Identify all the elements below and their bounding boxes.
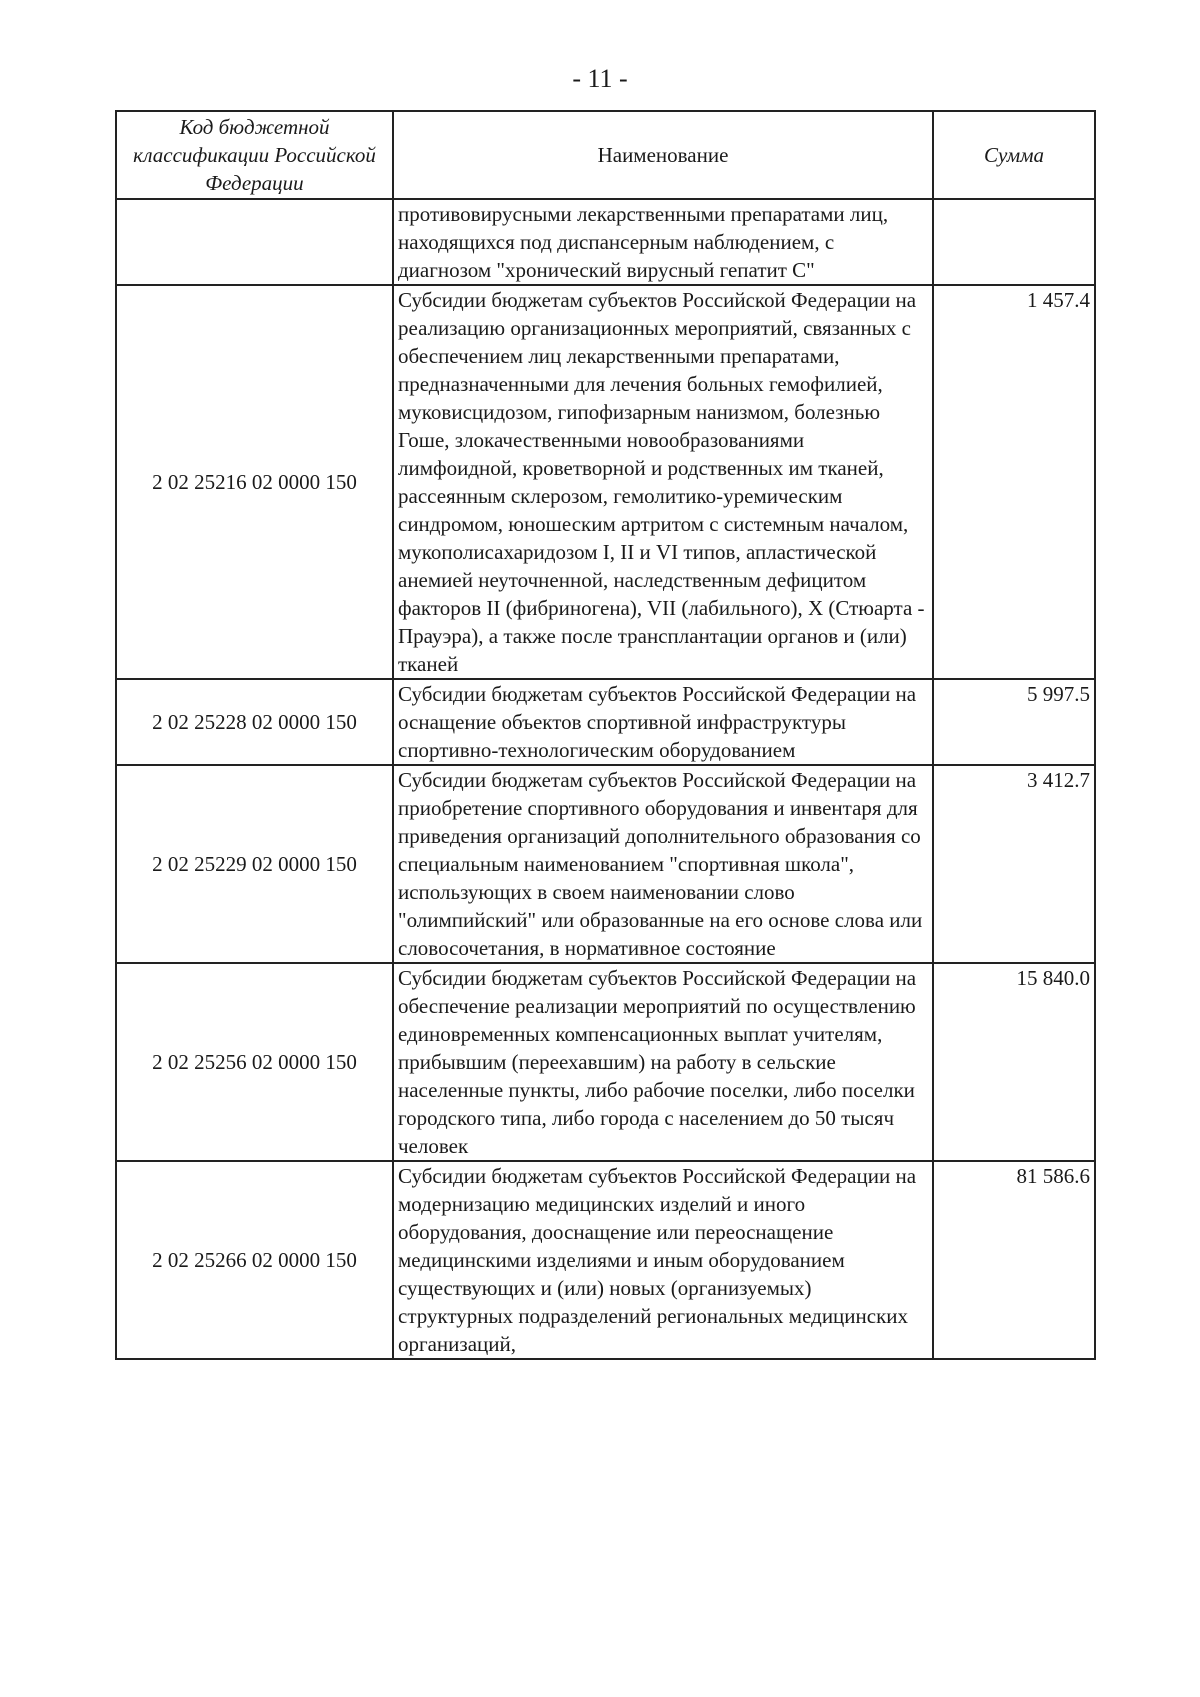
header-name: Наименование xyxy=(393,111,933,199)
row-sum: 3 412.7 xyxy=(933,765,1095,963)
row-sum: 1 457.4 xyxy=(933,285,1095,679)
table-row xyxy=(116,679,1095,765)
row-name: Субсидии бюджетам субъектов Российской Федерации на модернизацию медицинских изделий и иного оборудования, дооснащение или переоснащение медицинскими изделиями и иным оборудованием существующих и (или) новых (организуемых) структурных подразделений региональных медицинских организаций, xyxy=(393,1161,933,1359)
row-code xyxy=(116,199,393,285)
budget-table xyxy=(115,110,1096,1360)
row-sum xyxy=(933,199,1095,285)
row-sum: 15 840.0 xyxy=(933,963,1095,1161)
table-row xyxy=(116,1161,1095,1359)
table-row xyxy=(116,285,1095,679)
row-name: противовирусными лекарственными препаратами лиц, находящихся под диспансерным наблюдением, с диагнозом "хронический вирусный гепатит С" xyxy=(393,199,933,285)
table-row xyxy=(116,963,1095,1161)
row-code: 2 02 25216 02 0000 150 xyxy=(116,285,393,679)
table-row xyxy=(116,765,1095,963)
row-sum: 5 997.5 xyxy=(933,679,1095,765)
header-code: Код бюджетной классификации Российской Федерации xyxy=(116,111,393,199)
row-name: Субсидии бюджетам субъектов Российской Федерации на реализацию организационных мероприятий, связанных с обеспечением лиц лекарственными препаратами, предназначенными для лечения больных гемофилией, муковисцидозом, гипофизарным нанизмом, болезнью Гоше, злокачественными новообразованиями лимфоидной, кроветворной и родственных им тканей, рассеянным склерозом, гемолитико-уремическим синдромом, юношеским артритом с системным началом, мукополисахаридозом I, II и VI типов, апластической анемией неуточненной, наследственным дефицитом факторов II (фибриногена), VII (лабильного), X (Стюарта - Прауэра), а также после трансплантации органов и (или) тканей xyxy=(393,285,933,679)
row-code: 2 02 25256 02 0000 150 xyxy=(116,963,393,1161)
row-code: 2 02 25229 02 0000 150 xyxy=(116,765,393,963)
row-name: Субсидии бюджетам субъектов Российской Федерации на приобретение спортивного оборудования и инвентаря для приведения организаций дополнительного образования со специальным наименованием "спортивная школа", использующих в своем наименовании слово "олимпийский" или образованные на его основе слова или словосочетания, в нормативное состояние xyxy=(393,765,933,963)
row-sum: 81 586.6 xyxy=(933,1161,1095,1359)
page-number: - 11 - xyxy=(572,64,628,93)
row-name: Субсидии бюджетам субъектов Российской Федерации на оснащение объектов спортивной инфраструктуры спортивно-технологическим оборудованием xyxy=(393,679,933,765)
row-name: Субсидии бюджетам субъектов Российской Федерации на обеспечение реализации мероприятий по осуществлению единовременных компенсационных выплат учителям, прибывшим (переехавшим) на работу в сельские населенные пункты, либо рабочие поселки, либо поселки городского типа, либо города с населением до 50 тысяч человек xyxy=(393,963,933,1161)
row-code: 2 02 25266 02 0000 150 xyxy=(116,1161,393,1359)
table-header-row xyxy=(116,111,1095,199)
table-row xyxy=(116,199,1095,285)
header-sum: Сумма xyxy=(933,111,1095,199)
row-code: 2 02 25228 02 0000 150 xyxy=(116,679,393,765)
